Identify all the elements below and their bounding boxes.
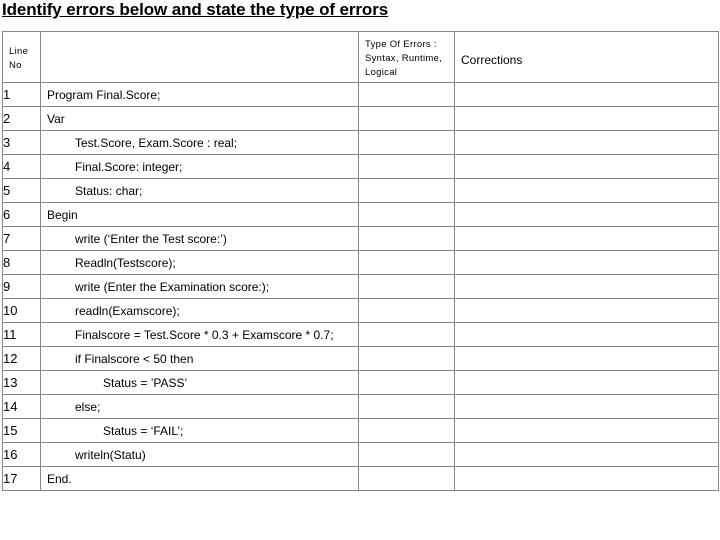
error-type-cell[interactable] <box>359 419 455 443</box>
code-line <box>41 371 359 395</box>
code-text: write (Enter the Examination score:); <box>75 279 270 294</box>
line-number: 8 <box>3 251 41 275</box>
code-line <box>41 323 359 347</box>
code-line <box>41 179 359 203</box>
header-corrections <box>455 32 719 83</box>
table-row <box>3 323 719 347</box>
correction-cell[interactable] <box>455 419 719 443</box>
correction-cell[interactable] <box>455 131 719 155</box>
table-row <box>3 275 719 299</box>
header-error-type <box>359 32 455 83</box>
line-number: 9 <box>3 275 41 299</box>
correction-cell[interactable] <box>455 227 719 251</box>
line-number: 16 <box>3 443 41 467</box>
line-number: 10 <box>3 299 41 323</box>
line-number: 13 <box>3 371 41 395</box>
code-text: readln(Examscore); <box>75 303 180 318</box>
code-text: Final.Score: integer; <box>75 159 183 174</box>
error-type-cell[interactable] <box>359 131 455 155</box>
error-type-cell[interactable] <box>359 251 455 275</box>
error-type-cell[interactable] <box>359 275 455 299</box>
code-line <box>41 395 359 419</box>
correction-cell[interactable] <box>455 395 719 419</box>
table-row <box>3 107 719 131</box>
code-line <box>41 131 359 155</box>
correction-cell[interactable] <box>455 155 719 179</box>
code-line <box>41 419 359 443</box>
table-row <box>3 347 719 371</box>
line-number: 6 <box>3 203 41 227</box>
code-line <box>41 155 359 179</box>
table-row <box>3 371 719 395</box>
code-text: Finalscore = Test.Score * 0.3 + Examscore * 0.7; <box>75 327 334 342</box>
correction-cell[interactable] <box>455 299 719 323</box>
code-text: Status = ‘FAIL’; <box>103 423 184 438</box>
code-text: Program Final.Score; <box>47 87 161 102</box>
error-type-cell[interactable] <box>359 371 455 395</box>
error-type-cell[interactable] <box>359 299 455 323</box>
line-number: 17 <box>3 467 41 491</box>
table-row <box>3 131 719 155</box>
table-row <box>3 227 719 251</box>
line-number: 3 <box>3 131 41 155</box>
header-code-label <box>41 55 358 59</box>
correction-cell[interactable] <box>455 107 719 131</box>
code-text: if Finalscore < 50 then <box>75 351 194 366</box>
code-text: write (‘Enter the Test score:’) <box>75 231 227 246</box>
correction-cell[interactable] <box>455 179 719 203</box>
code-text: Var <box>47 111 65 126</box>
correction-cell[interactable] <box>455 371 719 395</box>
correction-cell[interactable] <box>455 323 719 347</box>
code-line <box>41 107 359 131</box>
error-type-cell[interactable] <box>359 155 455 179</box>
line-number: 5 <box>3 179 41 203</box>
correction-cell[interactable] <box>455 275 719 299</box>
error-type-cell[interactable] <box>359 347 455 371</box>
table-row <box>3 395 719 419</box>
code-line <box>41 347 359 371</box>
line-number: 14 <box>3 395 41 419</box>
error-type-cell[interactable] <box>359 227 455 251</box>
line-number: 7 <box>3 227 41 251</box>
table-row <box>3 251 719 275</box>
code-line <box>41 299 359 323</box>
correction-cell[interactable] <box>455 83 719 107</box>
table-row <box>3 467 719 491</box>
code-text: End. <box>47 471 72 486</box>
line-number: 11 <box>3 323 41 347</box>
code-line <box>41 227 359 251</box>
line-number: 1 <box>3 83 41 107</box>
code-text: writeln(Statu) <box>75 447 146 462</box>
correction-cell[interactable] <box>455 251 719 275</box>
code-text: Begin <box>47 207 78 222</box>
error-type-cell[interactable] <box>359 107 455 131</box>
correction-cell[interactable] <box>455 467 719 491</box>
table-row <box>3 443 719 467</box>
table-row <box>3 203 719 227</box>
error-type-cell[interactable] <box>359 467 455 491</box>
table-row <box>3 155 719 179</box>
table-row <box>3 419 719 443</box>
error-type-cell[interactable] <box>359 203 455 227</box>
header-line-no-label: Line No <box>9 46 29 71</box>
page-title: Identify errors below and state the type of errors <box>2 0 389 19</box>
code-text: Status = ’PASS’ <box>103 375 188 390</box>
correction-cell[interactable] <box>455 347 719 371</box>
line-number: 15 <box>3 419 41 443</box>
code-line <box>41 83 359 107</box>
errors-table <box>2 31 719 491</box>
correction-cell[interactable] <box>455 443 719 467</box>
table-header-row <box>3 32 719 83</box>
header-corrections-label: Corrections <box>461 52 523 67</box>
table-row <box>3 179 719 203</box>
code-line <box>41 203 359 227</box>
code-line <box>41 443 359 467</box>
header-line-no <box>3 32 41 83</box>
header-error-type-label: Type Of Errors : Syntax, Runtime, Logical <box>365 39 443 78</box>
line-number: 2 <box>3 107 41 131</box>
line-number: 12 <box>3 347 41 371</box>
header-code <box>41 32 359 83</box>
errors-table-body <box>3 32 719 491</box>
error-type-cell[interactable] <box>359 443 455 467</box>
code-line <box>41 467 359 491</box>
code-text: Readln(Testscore); <box>75 255 176 270</box>
correction-cell[interactable] <box>455 203 719 227</box>
error-type-cell[interactable] <box>359 83 455 107</box>
code-text: Test.Score, Exam.Score : real; <box>75 135 238 150</box>
code-line <box>41 251 359 275</box>
code-line <box>41 275 359 299</box>
error-type-cell[interactable] <box>359 323 455 347</box>
error-type-cell[interactable] <box>359 395 455 419</box>
code-text: Status: char; <box>75 183 143 198</box>
table-row <box>3 299 719 323</box>
table-row <box>3 83 719 107</box>
line-number: 4 <box>3 155 41 179</box>
error-type-cell[interactable] <box>359 179 455 203</box>
code-text: else; <box>75 399 101 414</box>
